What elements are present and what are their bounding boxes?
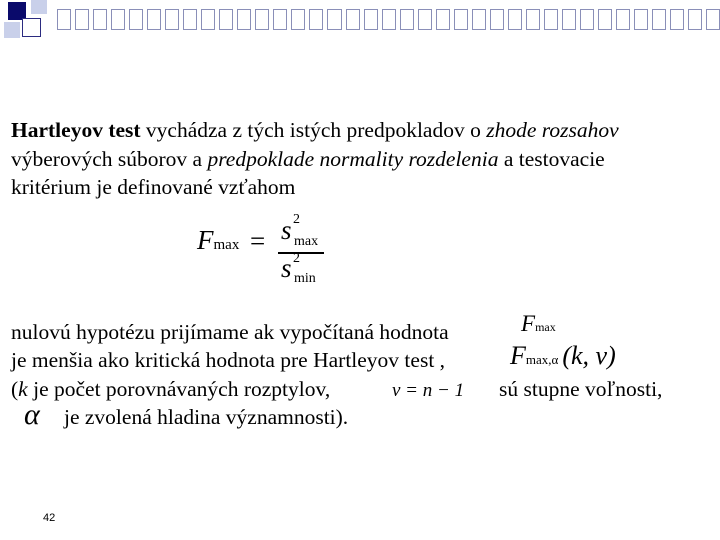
decor-square-light bbox=[4, 22, 20, 38]
inline-fmax bbox=[521, 311, 556, 337]
intro-text: a testovacie bbox=[498, 147, 605, 171]
inline-fmax-sub: max bbox=[535, 320, 556, 334]
decision-line-4 bbox=[64, 404, 348, 431]
intro-line-1 bbox=[11, 117, 619, 144]
decision-text: nulovú hypotézu prijímame ak vypočítaná hodnota bbox=[11, 320, 449, 344]
decision-line-3 bbox=[11, 376, 330, 403]
decision-text: je menšia ako kritická hodnota pre Hartleyov test , bbox=[11, 348, 446, 372]
formula-lhs-symbol: F bbox=[197, 225, 214, 255]
inline-fcrit-sub: max,α bbox=[525, 352, 559, 367]
formula-lhs-sub: max bbox=[213, 237, 240, 253]
intro-text: výberových súborov a bbox=[11, 147, 208, 171]
intro-italic: zhode rozsahov bbox=[486, 118, 619, 142]
term-hartley-test: Hartleyov test bbox=[11, 118, 141, 142]
formula-den-sub: min bbox=[294, 271, 316, 286]
formula-equals: = bbox=[250, 226, 266, 256]
decision-text: je zvolená hladina významnosti). bbox=[64, 405, 349, 429]
decor-square-outline bbox=[22, 18, 41, 37]
intro-text: kritérium je definované vzťahom bbox=[11, 175, 296, 199]
decision-dof-tail bbox=[499, 376, 662, 403]
intro-italic: predpoklade normality rozdelenia bbox=[207, 147, 499, 171]
formula-den-symbol: s bbox=[281, 253, 292, 283]
inline-fmax-symbol: F bbox=[521, 311, 536, 336]
inline-alpha: α bbox=[24, 398, 40, 431]
decision-line-1 bbox=[11, 319, 449, 346]
intro-line-2 bbox=[11, 146, 605, 173]
formula-den-sup: 2 bbox=[293, 251, 300, 266]
intro-line-3 bbox=[11, 174, 295, 201]
decision-text: sú stupne voľnosti, bbox=[499, 377, 663, 401]
formula-num-symbol: s bbox=[281, 215, 292, 245]
decision-text: je počet porovnávaných rozptylov, bbox=[27, 377, 331, 401]
formula-num-sup: 2 bbox=[293, 212, 300, 227]
paren-open: ( bbox=[11, 377, 19, 401]
inline-fcrit-args: (k, v) bbox=[562, 341, 616, 370]
inline-dof: v = n − 1 bbox=[392, 380, 465, 401]
decor-square-light bbox=[31, 0, 47, 14]
inline-fcrit bbox=[510, 341, 616, 371]
header-stripe bbox=[57, 9, 720, 30]
intro-text: vychádza z tých istých predpokladov o bbox=[140, 118, 487, 142]
formula-num-sub: max bbox=[294, 234, 319, 249]
symbol-k: k bbox=[18, 377, 28, 401]
page-number: 42 bbox=[43, 512, 56, 524]
decision-line-2 bbox=[11, 347, 445, 374]
inline-fcrit-symbol: F bbox=[510, 341, 526, 370]
